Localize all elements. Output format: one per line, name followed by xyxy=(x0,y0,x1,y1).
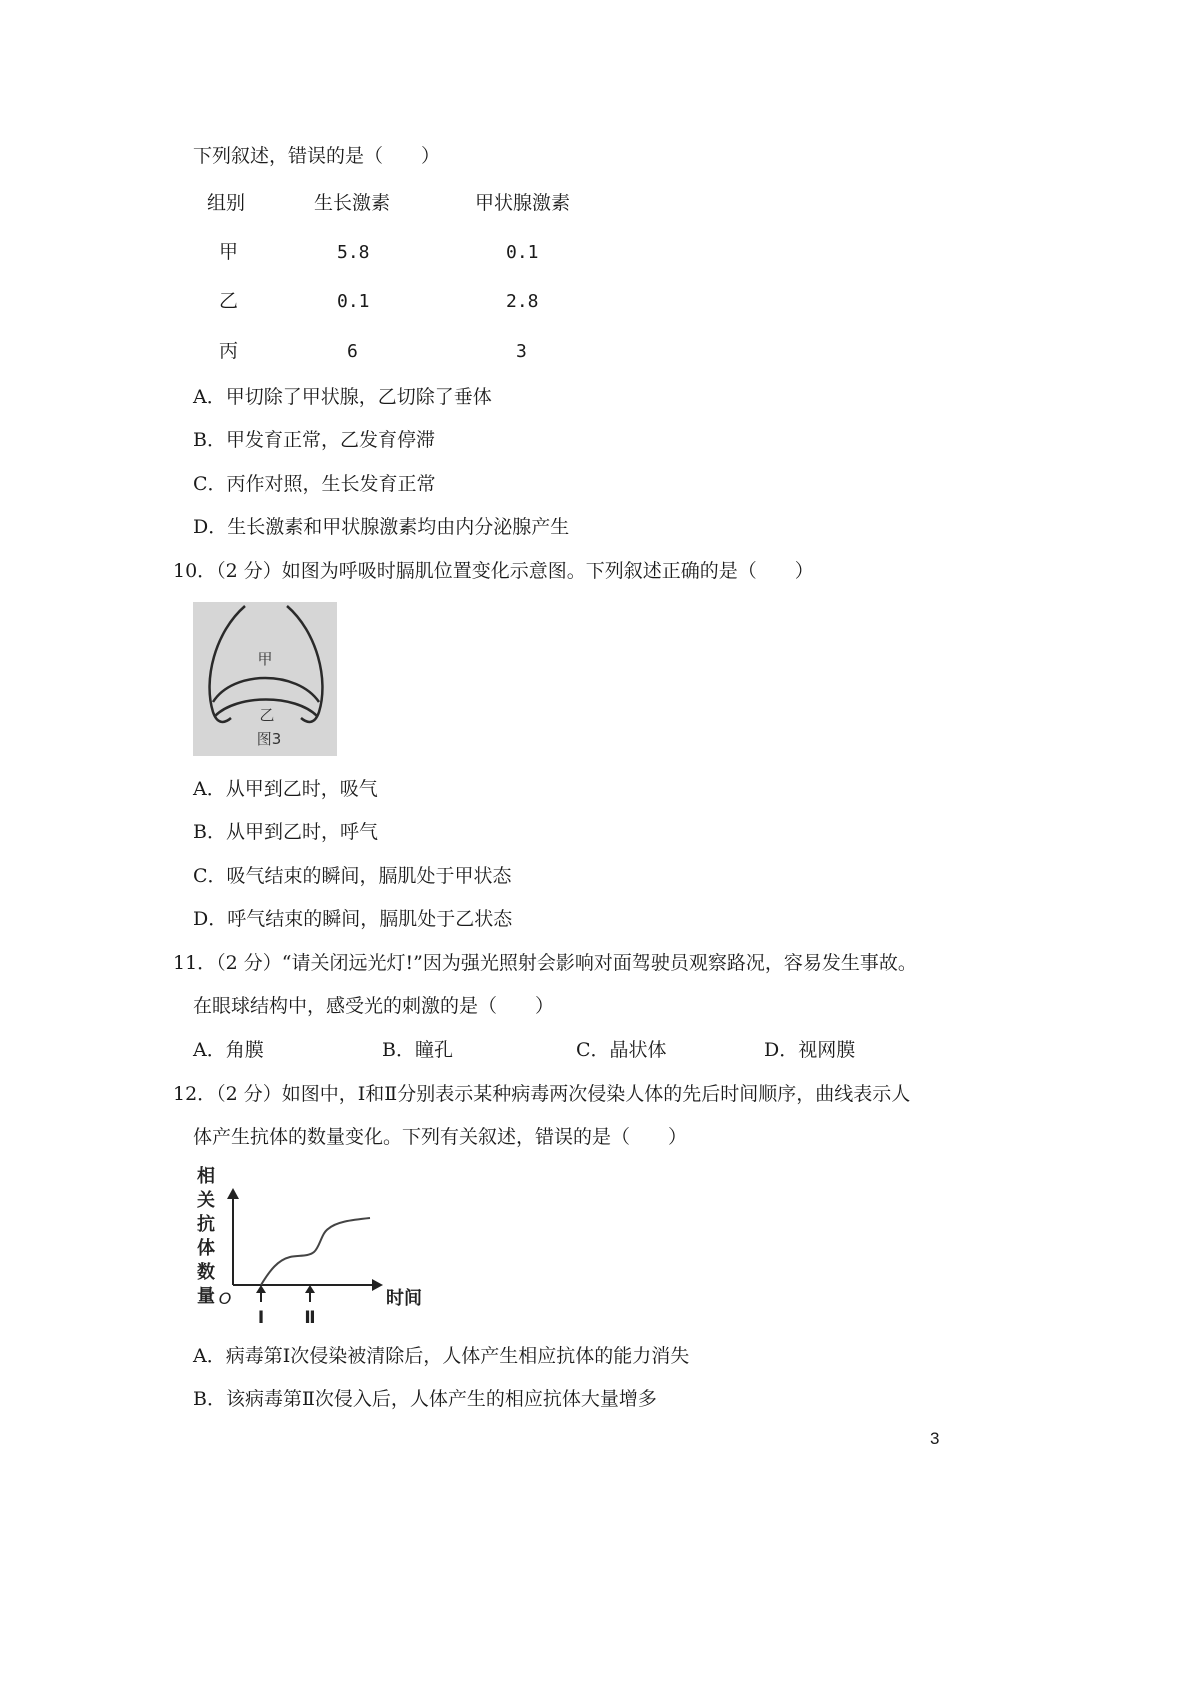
q10-option-d: D．呼气结束的瞬间，膈肌处于乙状态 xyxy=(193,908,513,930)
q11-option-d: D．视网膜 xyxy=(764,1039,856,1061)
q12-option-a: A．病毒第Ⅰ次侵染被清除后，人体产生相应抗体的能力消失 xyxy=(193,1345,690,1367)
y-axis-arrow xyxy=(227,1188,239,1199)
table-row-yi-group: 乙 xyxy=(219,290,239,312)
q11-stem-line1: 11．（2 分）“请关闭远光灯!”因为强光照射会影响对面驾驶员观察路况，容易发生事故。 xyxy=(173,952,917,974)
marker1-label: Ⅰ xyxy=(257,1308,265,1328)
page-number: 3 xyxy=(930,1429,940,1448)
q9-option-d: D．生长激素和甲状腺激素均由内分泌腺产生 xyxy=(193,516,570,538)
q11-option-b: B．瞳孔 xyxy=(382,1039,453,1061)
origin-label: O xyxy=(218,1289,232,1308)
table-header-gh: 生长激素 xyxy=(314,192,391,214)
q9-option-b: B．甲发育正常，乙发育停滞 xyxy=(193,429,435,451)
q12-stem-line1: 12．（2 分）如图中，Ⅰ和Ⅱ分别表示某种病毒两次侵染人体的先后时间顺序，曲线表示人 xyxy=(173,1083,911,1105)
table-row-bing-th: 3 xyxy=(516,341,527,362)
table-row-jia-gh: 5.8 xyxy=(337,242,370,263)
table-row-jia-group: 甲 xyxy=(219,241,239,263)
ylabel-char-1: 相 xyxy=(197,1166,215,1187)
figure-caption: 图3 xyxy=(256,730,282,748)
q12-stem-line2: 体产生抗体的数量变化。下列有关叙述，错误的是（ ） xyxy=(193,1126,688,1148)
x-axis-arrow xyxy=(372,1279,383,1291)
ylabel-char-2: 关 xyxy=(197,1190,215,1211)
antibody-diagram xyxy=(190,1160,430,1330)
table-row-yi-gh: 0.1 xyxy=(337,291,370,312)
table-row-bing-gh: 6 xyxy=(347,341,358,362)
q11-option-c: C．晶状体 xyxy=(576,1039,667,1061)
antibody-figure xyxy=(190,1160,430,1330)
diaphragm-diagram xyxy=(193,602,337,756)
table-row-yi-th: 2.8 xyxy=(506,291,539,312)
q10-option-a: A．从甲到乙时，吸气 xyxy=(193,778,378,800)
ylabel-char-6: 量 xyxy=(197,1286,215,1307)
ylabel-char-3: 抗 xyxy=(197,1214,215,1235)
q11-option-a: A．角膜 xyxy=(193,1039,264,1061)
ylabel-char-5: 数 xyxy=(197,1262,215,1283)
q10-stem: 10．（2 分）如图为呼吸时膈肌位置变化示意图。下列叙述正确的是（ ） xyxy=(173,560,814,582)
table-row-bing-group: 丙 xyxy=(219,340,239,362)
marker1-arrow-head xyxy=(256,1285,266,1293)
ylabel-char-4: 体 xyxy=(197,1238,215,1259)
q9-stem: 下列叙述，错误的是（ ） xyxy=(193,145,441,167)
q10-option-b: B．从甲到乙时，呼气 xyxy=(193,821,378,843)
marker2-label: Ⅱ xyxy=(304,1308,316,1328)
table-header-group: 组别 xyxy=(207,192,246,214)
q9-option-a: A．甲切除了甲状腺，乙切除了垂体 xyxy=(193,386,492,408)
xlabel: 时间 xyxy=(386,1288,422,1309)
label-lower: 乙 xyxy=(259,706,275,724)
q9-option-c: C．丙作对照，生长发育正常 xyxy=(193,473,436,495)
antibody-curve xyxy=(261,1218,370,1285)
diaphragm-figure xyxy=(193,602,337,756)
q12-option-b: B．该病毒第Ⅱ次侵入后，人体产生的相应抗体大量增多 xyxy=(193,1388,657,1410)
table-row-jia-th: 0.1 xyxy=(506,242,539,263)
label-upper: 甲 xyxy=(257,650,273,668)
q10-option-c: C．吸气结束的瞬间，膈肌处于甲状态 xyxy=(193,865,512,887)
table-header-th: 甲状腺激素 xyxy=(475,192,571,214)
q11-stem-line2: 在眼球结构中，感受光的刺激的是（ ） xyxy=(193,995,555,1017)
marker2-arrow-head xyxy=(305,1285,315,1293)
